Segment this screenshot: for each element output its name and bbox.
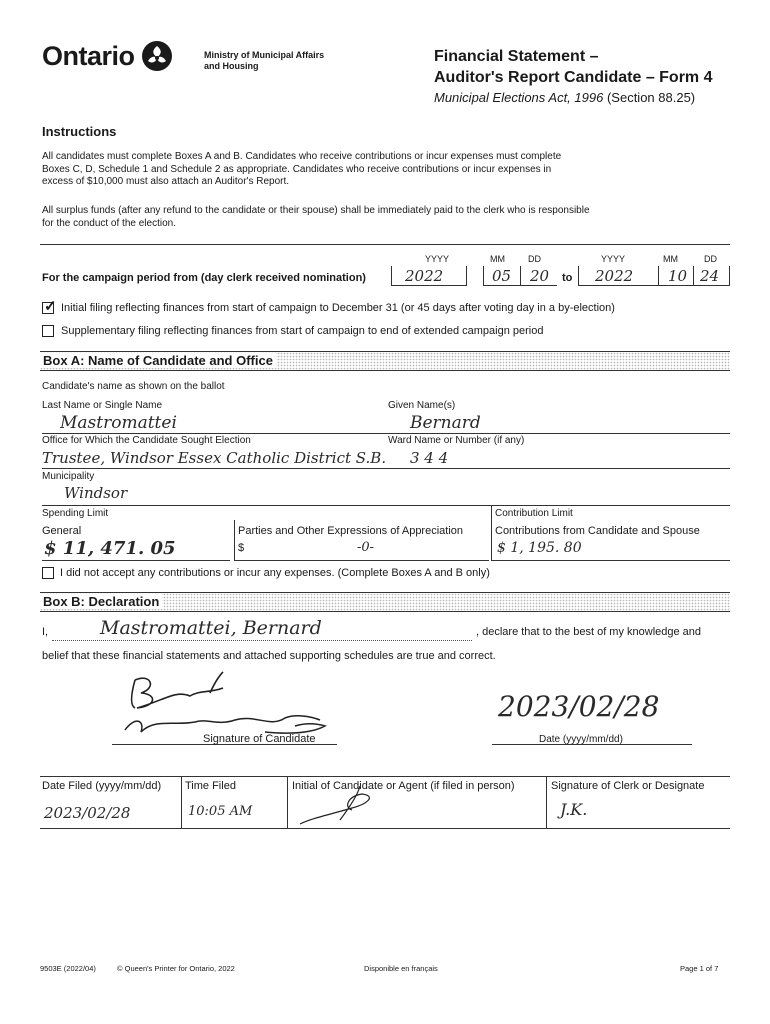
act-reference: Municipal Elections Act, 1996 (Section 88.25) bbox=[434, 90, 696, 105]
no-contributions-checkbox[interactable] bbox=[42, 567, 54, 579]
parties-dollar: $ bbox=[238, 542, 245, 554]
to-label: to bbox=[562, 272, 573, 284]
col-yyyy-to: YYYY bbox=[601, 254, 626, 264]
box-b-header bbox=[40, 592, 730, 612]
instructions-para-1: All candidates must complete Boxes A and B. Candidates who receive contributions or incur expenses must complete Boxes C, D, Schedule 1 and Schedule 2 as appropriate. Candidates who receive contributions or incur expenses in excess of $10,000 must also attach an Auditor's Report. bbox=[42, 151, 562, 187]
col-yyyy-from: YYYY bbox=[425, 254, 450, 264]
form-number: 9503E (2022/04) bbox=[40, 964, 96, 973]
col-dd-from: DD bbox=[528, 254, 541, 264]
municipality-value[interactable]: Windsor bbox=[64, 484, 128, 502]
time-filed-label: Time Filed bbox=[185, 780, 236, 792]
candidate-signature[interactable] bbox=[115, 668, 335, 740]
time-filed-value[interactable]: 10:05 AM bbox=[188, 804, 253, 819]
date-filed-label: Date Filed (yyyy/mm/dd) bbox=[42, 780, 162, 792]
from-year-value: 2022 bbox=[405, 267, 444, 285]
declarant-name[interactable]: Mastromattei, Bernard bbox=[100, 617, 322, 639]
page-number: Page 1 of 7 bbox=[680, 964, 719, 973]
col-mm-to: MM bbox=[663, 254, 678, 264]
title-line-2: Auditor's Report Candidate – Form 4 bbox=[434, 69, 713, 86]
check-icon: ✓ bbox=[44, 298, 57, 315]
declaration-text-1: , declare that to the best of my knowledge and bbox=[476, 626, 702, 638]
last-name-label: Last Name or Single Name bbox=[42, 400, 163, 411]
last-name-value[interactable]: Mastromattei bbox=[60, 413, 177, 433]
trillium-icon bbox=[141, 40, 173, 72]
to-month-value: 10 bbox=[668, 267, 688, 285]
box-b-title: Box B: Declaration bbox=[40, 594, 162, 609]
parties-label: Parties and Other Expressions of Appreciation bbox=[238, 525, 464, 537]
from-month-value: 05 bbox=[492, 267, 512, 285]
french-available: Disponible en français bbox=[364, 964, 438, 973]
contribution-limit-label: Contribution Limit bbox=[495, 508, 573, 519]
agent-initial-mark[interactable] bbox=[292, 784, 402, 828]
general-value[interactable]: $ 11, 471. 05 bbox=[44, 538, 176, 559]
ward-value[interactable]: 3 4 4 bbox=[410, 449, 449, 467]
logo-text: Ontario bbox=[42, 40, 135, 71]
spending-limit-label: Spending Limit bbox=[42, 508, 109, 519]
form-title bbox=[434, 46, 713, 88]
office-label: Office for Which the Candidate Sought Election bbox=[42, 435, 251, 446]
period-label: For the campaign period from (day clerk received nomination) bbox=[42, 272, 366, 284]
given-name-value[interactable]: Bernard bbox=[410, 413, 481, 433]
declaration-text-2: belief that these financial statements and attached supporting schedules are true and correct. bbox=[42, 650, 496, 662]
date-filed-value[interactable]: 2023/02/28 bbox=[44, 804, 131, 822]
contribution-value[interactable]: $ 1, 195. 80 bbox=[497, 540, 582, 556]
declaration-date-value[interactable]: 2023/02/28 bbox=[498, 690, 660, 723]
from-day-value: 20 bbox=[530, 267, 550, 285]
municipality-label: Municipality bbox=[42, 471, 95, 482]
supplementary-filing-checkbox[interactable] bbox=[42, 325, 54, 337]
box-a-header bbox=[40, 351, 730, 371]
declaration-date-label: Date (yyyy/mm/dd) bbox=[539, 734, 623, 745]
instructions-para-2: All surplus funds (after any refund to the candidate or their spouse) shall be immediately paid to the clerk who is responsible for the conduct of the election. bbox=[42, 205, 590, 229]
parties-value[interactable]: -0- bbox=[357, 540, 375, 555]
clerk-signature-value[interactable]: J.K. bbox=[560, 800, 588, 819]
col-dd-to: DD bbox=[704, 254, 717, 264]
no-contributions-label: I did not accept any contributions or incur any expenses. (Complete Boxes A and B only) bbox=[60, 567, 490, 579]
clerk-signature-label: Signature of Clerk or Designate bbox=[551, 780, 705, 792]
initial-filing-label: Initial filing reflecting finances from start of campaign to December 31 (or 45 days after voting day in a by-election) bbox=[61, 302, 615, 314]
ballot-name-note: Candidate's name as shown on the ballot bbox=[42, 381, 225, 392]
given-name-label: Given Name(s) bbox=[388, 400, 456, 411]
general-label: General bbox=[42, 525, 82, 537]
office-value[interactable]: Trustee, Windsor Essex Catholic District S.B. bbox=[42, 449, 387, 467]
contribution-sub-label: Contributions from Candidate and Spouse bbox=[495, 525, 700, 537]
to-year-value: 2022 bbox=[595, 267, 634, 285]
initial-agent-label: Initial of Candidate or Agent (if filed in person) bbox=[292, 780, 515, 792]
supplementary-filing-label: Supplementary filing reflecting finances from start of campaign to end of extended campaign period bbox=[61, 325, 544, 337]
box-a-title: Box A: Name of Candidate and Office bbox=[40, 353, 276, 368]
ward-label: Ward Name or Number (if any) bbox=[388, 435, 525, 446]
ontario-logo bbox=[42, 40, 173, 72]
copyright: © Queen's Printer for Ontario, 2022 bbox=[117, 964, 235, 973]
signature-label: Signature of Candidate bbox=[203, 733, 316, 745]
title-line-1: Financial Statement – bbox=[434, 48, 599, 65]
to-day-value: 24 bbox=[700, 267, 720, 285]
col-mm-from: MM bbox=[490, 254, 505, 264]
ministry-name: Ministry of Municipal Affairs and Housing bbox=[204, 50, 325, 71]
initial-filing-checkbox[interactable] bbox=[42, 298, 57, 315]
declaration-i: I, bbox=[42, 626, 49, 638]
signature-text bbox=[0, 0, 1, 1]
instructions-heading: Instructions bbox=[42, 124, 117, 139]
